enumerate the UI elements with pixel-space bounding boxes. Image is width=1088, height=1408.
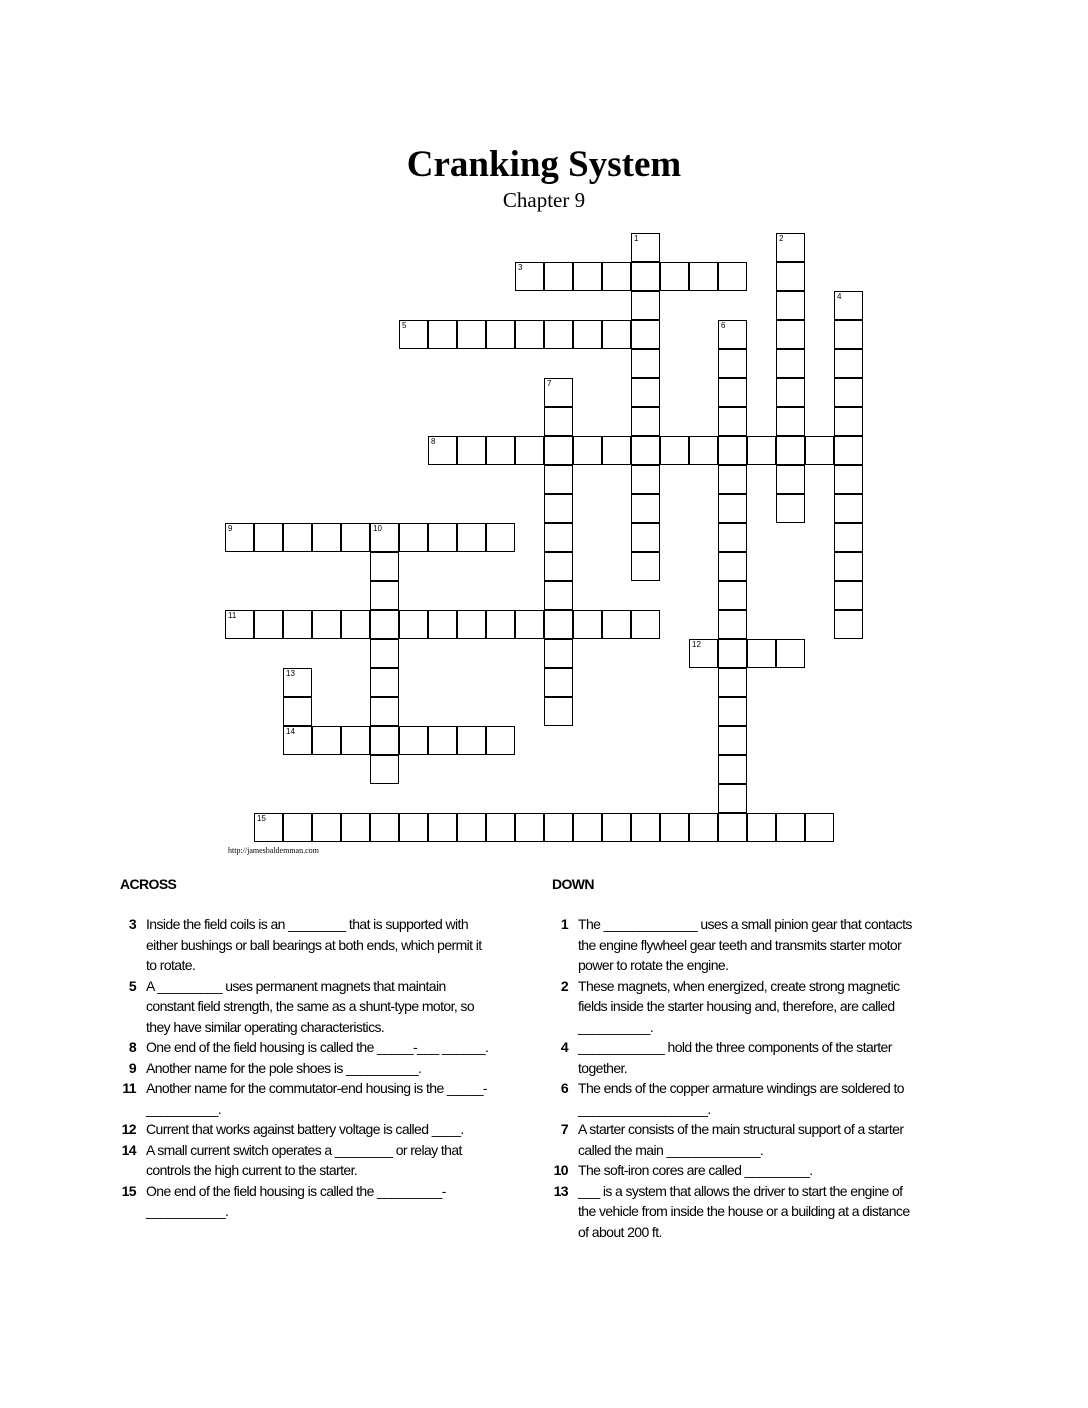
grid-cell[interactable] [573, 610, 602, 639]
grid-cell[interactable] [631, 407, 660, 436]
grid-cell[interactable] [370, 697, 399, 726]
cell-number: 10 [373, 524, 382, 533]
grid-cell[interactable] [631, 436, 660, 465]
grid-cell[interactable] [834, 320, 863, 349]
across-clues-column [120, 876, 490, 1222]
grid-cell[interactable] [689, 262, 718, 291]
grid-cell[interactable] [399, 523, 428, 552]
grid-cell[interactable] [631, 291, 660, 320]
grid-cell[interactable] [544, 610, 573, 639]
grid-cell[interactable] [544, 407, 573, 436]
grid-cell[interactable] [457, 320, 486, 349]
grid-cell[interactable] [486, 726, 515, 755]
clue-number: 11 [122, 1080, 136, 1096]
grid-cell[interactable] [718, 755, 747, 784]
clue-item [120, 1037, 490, 1058]
grid-cell[interactable] [544, 465, 573, 494]
grid-cell[interactable] [602, 813, 631, 842]
grid-cell[interactable] [631, 465, 660, 494]
clue-item [120, 976, 490, 1038]
grid-cell[interactable] [486, 436, 515, 465]
grid-cell[interactable] [457, 726, 486, 755]
down-clue-list [552, 914, 922, 1242]
grid-cell[interactable] [776, 349, 805, 378]
grid-cell[interactable] [660, 262, 689, 291]
grid-cell[interactable] [718, 552, 747, 581]
grid-cell[interactable] [283, 726, 312, 755]
grid-cell[interactable] [747, 639, 776, 668]
page-title: Cranking System [406, 144, 682, 185]
cell-number: 2 [779, 234, 784, 243]
grid-cell[interactable] [457, 610, 486, 639]
grid-cell[interactable] [370, 639, 399, 668]
grid-cell[interactable] [399, 320, 428, 349]
clue-item [552, 976, 922, 1038]
grid-cell[interactable] [370, 552, 399, 581]
grid-cell[interactable] [457, 523, 486, 552]
clue-number: 3 [128, 916, 136, 932]
clue-number: 1 [560, 916, 568, 932]
grid-cell[interactable] [515, 320, 544, 349]
grid-cell[interactable] [834, 610, 863, 639]
clue-text: The _____________ uses a small pinion gear that contacts the engine flywheel gear teeth and transmits starter motor power to rotate the engine. [578, 916, 912, 973]
grid-cell[interactable] [370, 668, 399, 697]
grid-cell[interactable] [341, 813, 370, 842]
clue-text: One end of the field housing is called the _____-___ ______. [146, 1039, 489, 1055]
grid-cell[interactable] [776, 320, 805, 349]
grid-cell[interactable] [370, 813, 399, 842]
grid-cell[interactable] [776, 291, 805, 320]
clue-text: A _________ uses permanent magnets that maintain constant field strength, the same as a shunt-type motor, so they have similar operating characteristics. [146, 977, 475, 1035]
clue-text: These magnets, when energized, create strong magnetic fields inside the starter housing and, therefore, are called __________. [578, 977, 900, 1035]
grid-cell[interactable] [370, 581, 399, 610]
grid-cell[interactable] [283, 610, 312, 639]
grid-cell[interactable] [776, 233, 805, 262]
grid-cell[interactable] [631, 494, 660, 523]
grid-cell[interactable] [602, 436, 631, 465]
grid-cell[interactable] [718, 784, 747, 813]
grid-cell[interactable] [486, 320, 515, 349]
grid-cell[interactable] [631, 610, 660, 639]
grid-cell[interactable] [341, 523, 370, 552]
grid-cell[interactable] [573, 320, 602, 349]
grid-cell[interactable] [370, 610, 399, 639]
clue-item [552, 1160, 922, 1181]
clue-number: 5 [128, 977, 136, 994]
grid-cell[interactable] [544, 436, 573, 465]
grid-cell[interactable] [718, 349, 747, 378]
grid-cell[interactable] [718, 813, 747, 842]
clue-item [120, 1181, 490, 1222]
grid-cell[interactable] [718, 639, 747, 668]
cell-number: 11 [228, 611, 237, 620]
grid-cell[interactable] [225, 523, 254, 552]
grid-cell[interactable] [689, 436, 718, 465]
grid-cell[interactable] [776, 378, 805, 407]
grid-cell[interactable] [428, 436, 457, 465]
clue-text: Another name for the commutator-end housing is the _____-__________. [146, 1080, 487, 1117]
grid-cell[interactable] [544, 523, 573, 552]
grid-cell[interactable] [544, 581, 573, 610]
grid-cell[interactable] [312, 523, 341, 552]
grid-cell[interactable] [370, 726, 399, 755]
grid-cell[interactable] [457, 436, 486, 465]
grid-cell[interactable] [283, 697, 312, 726]
grid-cell[interactable] [718, 668, 747, 697]
grid-cell[interactable] [776, 407, 805, 436]
clue-item [120, 1078, 490, 1119]
clue-item [120, 1119, 490, 1140]
clue-text: Inside the field coils is an ________ that is supported with either bushings or ball bearings at both ends, which permit it to rotate. [146, 916, 482, 973]
down-clues-column [552, 876, 922, 1242]
grid-cell[interactable] [834, 552, 863, 581]
grid-cell[interactable] [312, 813, 341, 842]
grid-cell[interactable] [718, 465, 747, 494]
grid-cell[interactable] [747, 813, 776, 842]
grid-cell[interactable] [602, 320, 631, 349]
grid-cell[interactable] [660, 813, 689, 842]
clue-item [552, 1037, 922, 1078]
clue-number: 10 [553, 1162, 568, 1178]
grid-cell[interactable] [776, 436, 805, 465]
grid-cell[interactable] [544, 639, 573, 668]
grid-cell[interactable] [718, 407, 747, 436]
grid-cell[interactable] [486, 523, 515, 552]
grid-cell[interactable] [544, 262, 573, 291]
page-subtitle: Chapter 9 [502, 188, 586, 212]
clue-item [552, 1119, 922, 1160]
grid-cell[interactable] [834, 378, 863, 407]
cell-number: 5 [402, 321, 407, 330]
grid-cell[interactable] [631, 813, 660, 842]
grid-cell[interactable] [399, 726, 428, 755]
grid-cell[interactable] [631, 320, 660, 349]
clue-item [120, 1058, 490, 1079]
grid-cell[interactable] [254, 610, 283, 639]
clue-text: A starter consists of the main structural support of a starter called the main _____________. [578, 1121, 904, 1158]
grid-cell[interactable] [805, 813, 834, 842]
clue-number: 2 [560, 977, 568, 994]
clue-item [552, 914, 922, 976]
grid-cell[interactable] [631, 233, 660, 262]
grid-cell[interactable] [544, 697, 573, 726]
clue-number: 7 [560, 1121, 568, 1137]
grid-cell[interactable] [544, 494, 573, 523]
grid-cell[interactable] [544, 378, 573, 407]
grid-cell[interactable] [718, 523, 747, 552]
cell-number: 9 [228, 524, 233, 533]
cell-number: 8 [431, 437, 436, 446]
grid-cell[interactable] [225, 610, 254, 639]
grid-cell[interactable] [312, 726, 341, 755]
cell-number: 12 [692, 640, 701, 649]
grid-cell[interactable] [718, 610, 747, 639]
grid-cell[interactable] [602, 262, 631, 291]
grid-cell[interactable] [428, 726, 457, 755]
grid-cell[interactable] [718, 581, 747, 610]
clue-item [120, 1140, 490, 1181]
grid-cell[interactable] [718, 494, 747, 523]
grid-cell[interactable] [428, 813, 457, 842]
grid-cell[interactable] [515, 610, 544, 639]
clue-item [552, 1078, 922, 1119]
cell-number: 13 [286, 669, 295, 678]
grid-cell[interactable] [428, 523, 457, 552]
grid-cell[interactable] [718, 436, 747, 465]
clue-number: 12 [121, 1121, 136, 1137]
grid-cell[interactable] [283, 813, 312, 842]
grid-cell[interactable] [631, 523, 660, 552]
grid-cell[interactable] [631, 552, 660, 581]
grid-cell[interactable] [573, 262, 602, 291]
grid-cell[interactable] [718, 378, 747, 407]
grid-cell[interactable] [805, 436, 834, 465]
grid-cell[interactable] [834, 436, 863, 465]
clue-text: A small current switch operates a ________ or relay that controls the high current to the starter. [146, 1141, 462, 1178]
grid-cell[interactable] [341, 610, 370, 639]
clue-number: 8 [128, 1039, 136, 1055]
cell-number: 14 [286, 727, 295, 736]
grid-cell[interactable] [544, 813, 573, 842]
clue-number: 6 [560, 1080, 568, 1096]
clue-number: 9 [128, 1059, 136, 1076]
cell-number: 7 [547, 379, 552, 388]
grid-cell[interactable] [457, 813, 486, 842]
grid-cell[interactable] [776, 494, 805, 523]
down-heading: DOWN [552, 876, 594, 892]
grid-cell[interactable] [689, 813, 718, 842]
grid-cell[interactable] [602, 610, 631, 639]
grid-cell[interactable] [544, 668, 573, 697]
grid-cell[interactable] [573, 436, 602, 465]
clue-number: 14 [121, 1141, 136, 1158]
cell-number: 15 [257, 814, 266, 823]
clue-text: The ends of the copper armature windings are soldered to __________________. [578, 1080, 904, 1117]
grid-cell[interactable] [399, 610, 428, 639]
grid-cell[interactable] [370, 523, 399, 552]
grid-cell[interactable] [776, 465, 805, 494]
cell-number: 1 [634, 234, 639, 243]
grid-cell[interactable] [254, 813, 283, 842]
source-url: http://jamesbaldemman.com [228, 846, 319, 855]
grid-cell[interactable] [631, 378, 660, 407]
grid-cell[interactable] [341, 726, 370, 755]
grid-cell[interactable] [486, 610, 515, 639]
grid-cell[interactable] [631, 262, 660, 291]
grid-cell[interactable] [747, 436, 776, 465]
clue-text: The soft-iron cores are called _________. [578, 1162, 813, 1178]
clue-text: Current that works against battery voltage is called ____. [146, 1121, 464, 1137]
clue-number: 4 [560, 1039, 568, 1055]
grid-cell[interactable] [399, 813, 428, 842]
grid-cell[interactable] [428, 610, 457, 639]
clue-item [120, 914, 490, 976]
across-heading: ACROSS [120, 876, 177, 892]
grid-cell[interactable] [718, 697, 747, 726]
cell-number: 4 [837, 292, 842, 301]
grid-cell[interactable] [631, 349, 660, 378]
grid-cell[interactable] [718, 726, 747, 755]
grid-cell[interactable] [544, 320, 573, 349]
cell-number: 6 [721, 321, 726, 330]
grid-cell[interactable] [718, 262, 747, 291]
grid-cell[interactable] [254, 523, 283, 552]
grid-cell[interactable] [834, 349, 863, 378]
grid-cell[interactable] [283, 668, 312, 697]
clue-number: 15 [121, 1182, 136, 1199]
grid-cell[interactable] [660, 436, 689, 465]
clue-text: ___ is a system that allows the driver to start the engine of the vehicle from inside the house or a building at a distance of about 200 ft. [578, 1182, 910, 1240]
grid-cell[interactable] [776, 639, 805, 668]
grid-cell[interactable] [515, 813, 544, 842]
grid-cell[interactable] [370, 755, 399, 784]
grid-cell[interactable] [428, 320, 457, 349]
cell-number: 3 [518, 263, 523, 272]
grid-cell[interactable] [515, 262, 544, 291]
across-clue-list [120, 914, 490, 1222]
clue-text: Another name for the pole shoes is __________. [146, 1059, 422, 1076]
grid-cell[interactable] [689, 639, 718, 668]
grid-cell[interactable] [573, 813, 602, 842]
grid-cell[interactable] [544, 552, 573, 581]
clue-text: ____________ hold the three components of the starter together. [578, 1039, 892, 1076]
grid-cell[interactable] [834, 291, 863, 320]
grid-cell[interactable] [312, 610, 341, 639]
clue-item [552, 1181, 922, 1243]
grid-cell[interactable] [718, 320, 747, 349]
grid-cell[interactable] [834, 494, 863, 523]
clue-text: One end of the field housing is called the _________-___________. [146, 1182, 446, 1219]
grid-cell[interactable] [283, 523, 312, 552]
grid-cell[interactable] [834, 465, 863, 494]
grid-cell[interactable] [834, 407, 863, 436]
grid-cell[interactable] [834, 581, 863, 610]
grid-cell[interactable] [776, 813, 805, 842]
grid-cell[interactable] [486, 813, 515, 842]
grid-cell[interactable] [834, 523, 863, 552]
grid-cell[interactable] [515, 436, 544, 465]
grid-cell[interactable] [776, 262, 805, 291]
clue-number: 13 [553, 1182, 568, 1199]
